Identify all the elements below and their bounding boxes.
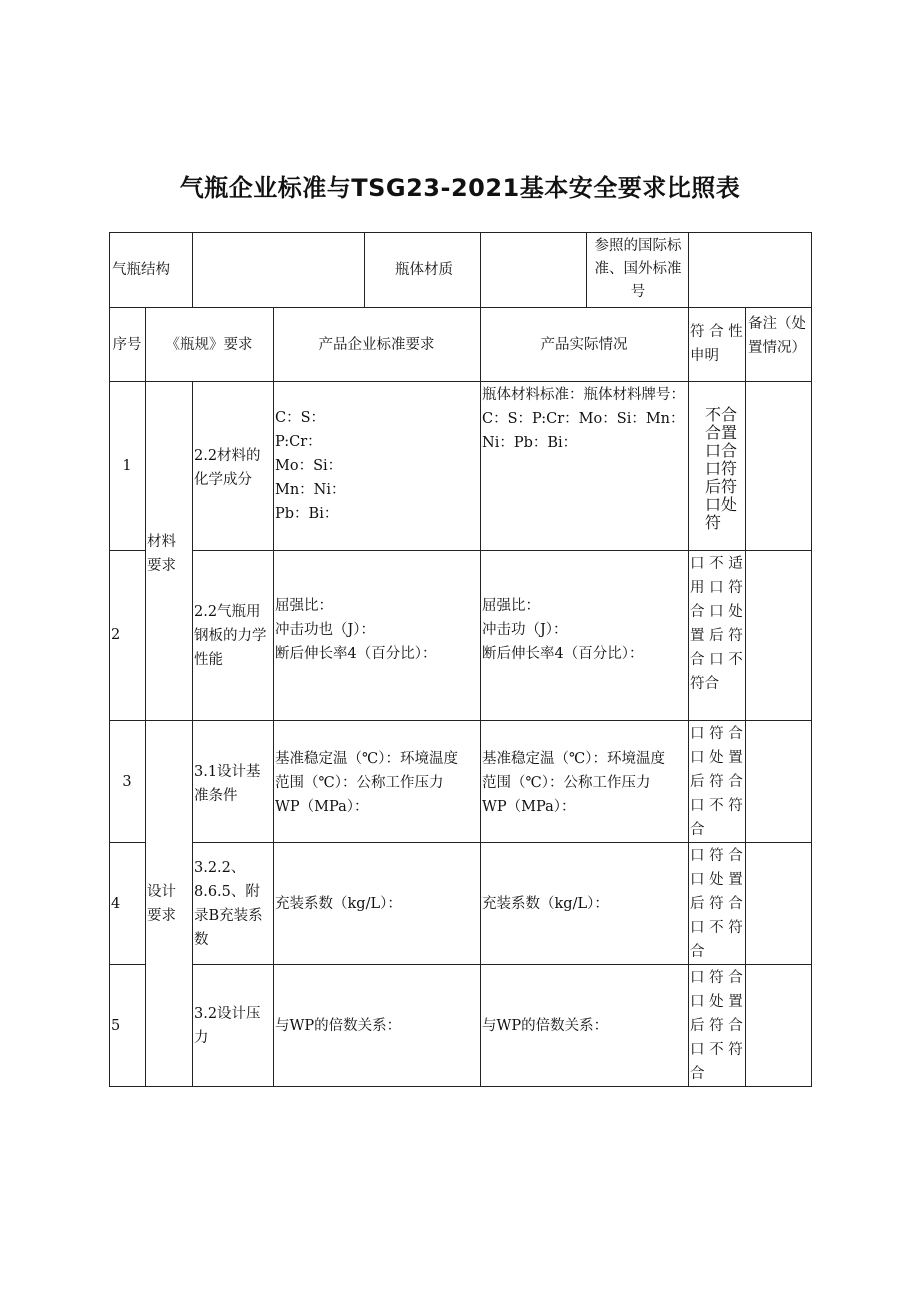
page-title: 气瓶企业标准与TSG23-2021基本安全要求比照表 <box>179 174 741 202</box>
group-material-requirements: 材料 要求 <box>147 534 176 574</box>
row4-conformity: 口 符 合 口 处 置 后 符 合 口 不 符 合 <box>690 848 743 960</box>
comparison-table <box>109 232 812 1087</box>
row3-enterprise: 基准稳定温（℃）：环境温度 范围（℃）：公称工作压力 WP（MPa）： <box>275 751 458 815</box>
row3-seq: 3 <box>122 774 132 790</box>
reference-standard-label: 参照的国际标准、国外标准号 <box>594 238 682 300</box>
header-seq: 序号 <box>112 337 142 353</box>
row2-enterprise: 屈强比： 冲击功也（J）： 断后伸长率4（百分比）： <box>275 598 437 662</box>
row2-actual: 屈强比： 冲击功（J）： 断后伸长率4（百分比）： <box>482 598 644 662</box>
row2-seq: 2 <box>111 627 121 643</box>
row5-enterprise: 与WP的倍数关系： <box>275 1018 402 1034</box>
row4-actual: 充装系数（kg/L）： <box>482 896 609 912</box>
row3-clause: 3.1设计基 准条件 <box>194 764 261 804</box>
header-requirement: 《瓶规》要求 <box>165 337 253 353</box>
row5-actual: 与WP的倍数关系： <box>482 1018 609 1034</box>
group-design-requirements: 设计 要求 <box>147 884 176 924</box>
structure-label: 气瓶结构 <box>112 262 170 278</box>
row2-conformity: 口 不 适 用 口 符 合 口 处 置 后 符 合 口 不 符合 <box>690 556 743 692</box>
header-remark: 备注（处置情况） <box>748 316 806 356</box>
row4-seq: 4 <box>111 896 121 912</box>
row3-conformity: 口 符 合 口 处 置 后 符 合 口 不 符 合 <box>690 726 743 838</box>
row1-conformity: 不合 合置 口合 口符 后符 口处符 <box>705 405 738 532</box>
material-label: 瓶体材质 <box>395 262 453 278</box>
row5-conformity: 口 符 合 口 处 置 后 符 合 口 不 符 合 <box>690 970 743 1082</box>
row5-clause: 3.2设计压 力 <box>194 1006 261 1046</box>
header-enterprise-standard: 产品企业标准要求 <box>318 337 435 353</box>
row2-clause: 2.2气瓶用 钢板的力学 性能 <box>194 604 267 668</box>
row5-seq: 5 <box>111 1018 121 1034</box>
row1-actual: 瓶体材料标准：瓶体材料牌号： C：S：P:Cr：Mo：Si：Mn： Ni：Pb：Bi： <box>482 387 685 451</box>
row4-enterprise: 充装系数（kg/L）： <box>275 896 402 912</box>
row1-enterprise: C：S： P:Cr： Mo：Si： Mn：Ni： Pb：Bi： <box>275 410 346 522</box>
row1-seq: 1 <box>122 458 132 474</box>
row4-clause: 3.2.2、 8.6.5、附 录B充装系 数 <box>194 860 263 948</box>
row3-actual: 基准稳定温（℃）：环境温度 范围（℃）：公称工作压力 WP（MPa）： <box>482 751 665 815</box>
row1-clause: 2.2材料的 化学成分 <box>194 448 261 488</box>
header-actual-situation: 产品实际情况 <box>540 337 628 353</box>
header-conformity: 符 合 性 申明 <box>690 324 743 364</box>
